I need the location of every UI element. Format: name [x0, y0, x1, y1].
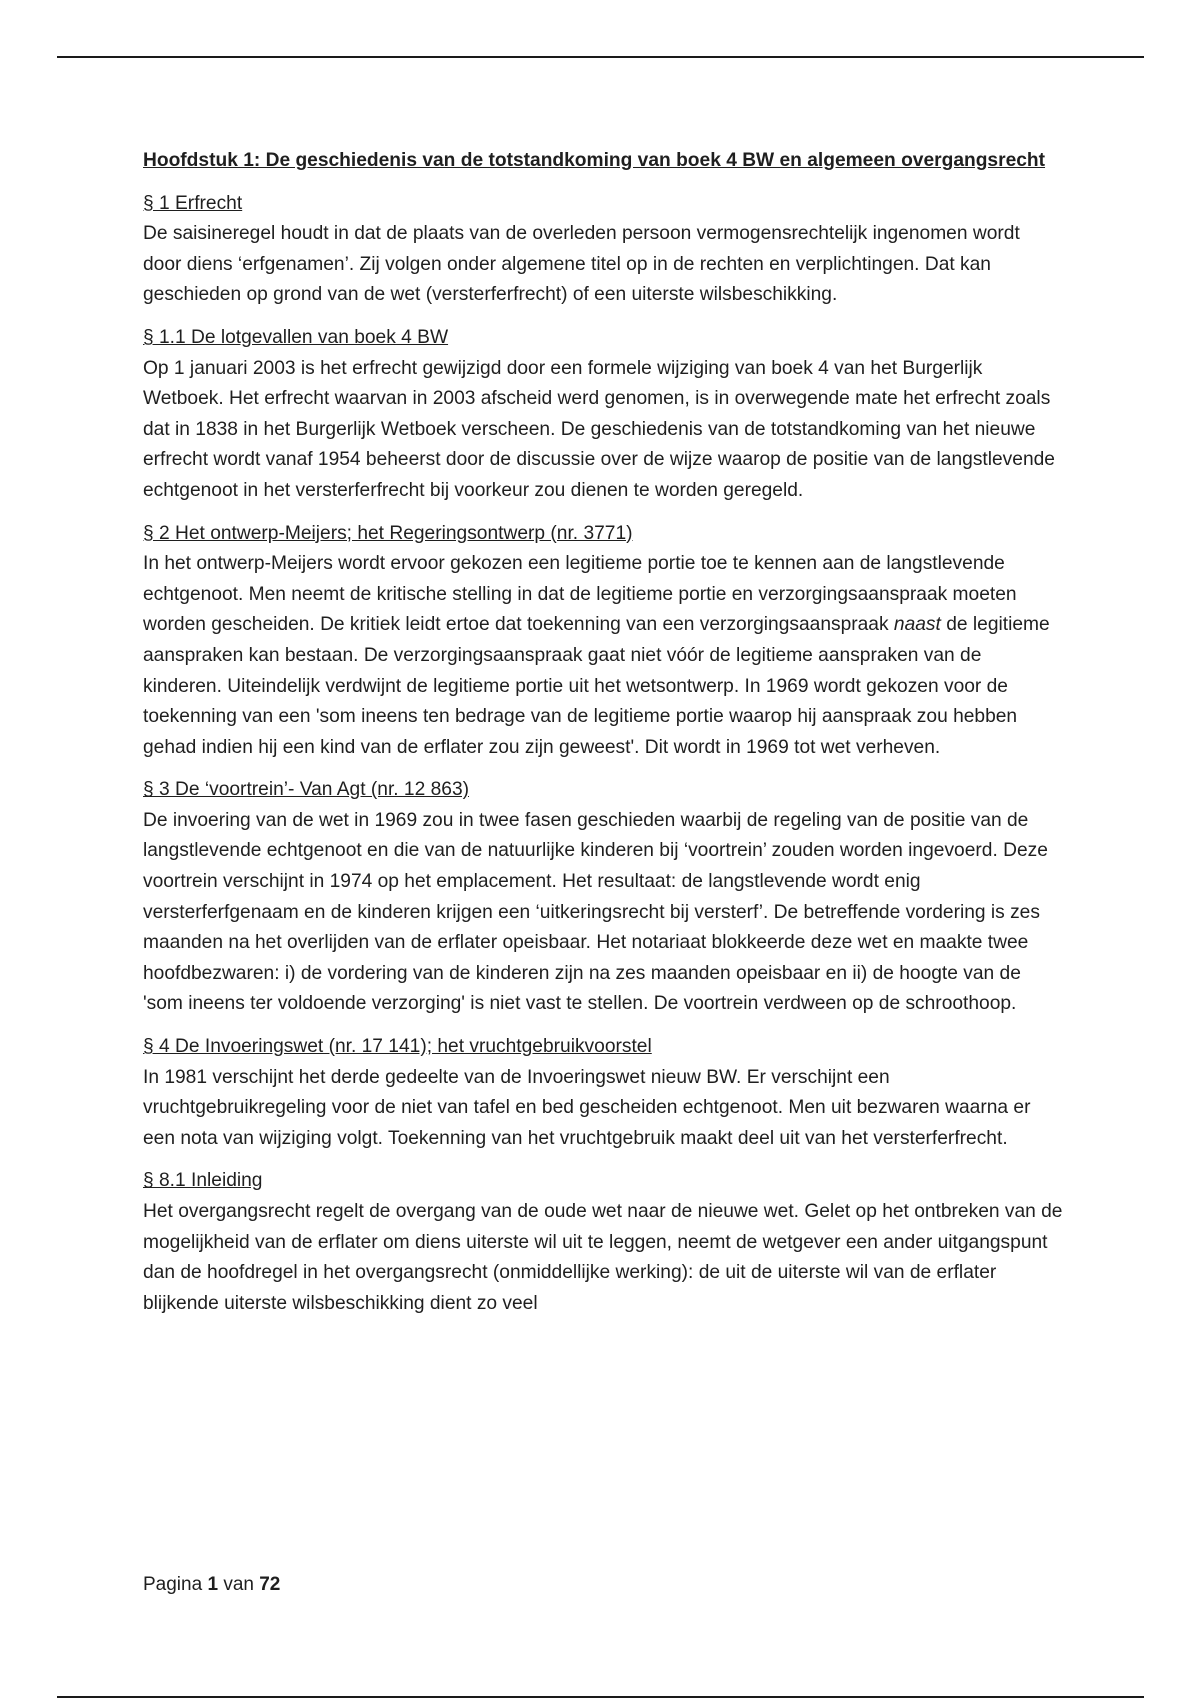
- section-heading: § 8.1 Inleiding: [143, 1170, 263, 1192]
- page-content: [143, 146, 1063, 1331]
- section-body: De saisineregel houdt in dat de plaats van de overleden persoon vermogensrechtelijk ingenomen wordt door diens ‘erfgenamen’. Zij volgen onder algemene titel op in de rechten en verplichtingen. Dat kan geschieden op grond van de wet (versterferfrecht) of een uiterste wilsbeschikking.: [143, 223, 1020, 306]
- section-heading: § 3 De ‘voortrein’- Van Agt (nr. 12 863): [143, 779, 470, 801]
- total-pages-number: 72: [259, 1574, 281, 1595]
- page-footer: [143, 1574, 280, 1596]
- emphasis-text: naast: [893, 614, 941, 636]
- section-voortrein: [143, 775, 1063, 1020]
- page-label: Pagina: [143, 1574, 203, 1595]
- section-body: Het overgangsrecht regelt de overgang van de oude wet naar de nieuwe wet. Gelet op het ontbreken van de mogelijkheid van de erflater om diens uiterste wil uit te leggen, neemt de wetgever een ander uitgangspunt dan de hoofdregel in het overgangsrecht (onmiddellijke werking): de uit de uiterste wil van de erflater blijkende uiterste wilsbeschikking dient zo veel: [143, 1201, 1063, 1314]
- section-body: [143, 549, 1063, 763]
- section-body: De invoering van de wet in 1969 zou in twee fasen geschieden waarbij de regeling van de positie van de langstlevende echtgenoot en die van de natuurlijke kinderen bij ‘voortrein’ zouden worden ingevoerd. Deze voortrein verschijnt in 1974 op het emplacement. Het resultaat: de langstlevende wordt enig versterferfgenaam en de kinderen krijgen een ‘uitkeringsrecht bij versterf’. De betreffende vordering is zes maanden na het overlijden van de erflater opeisbaar. Het notariaat blokkeerde deze wet en maakte twee hoofdbezwaren: i) de vordering van de kinderen zijn na zes maanden opeisbaar en ii) de hoogte van de 'som ineens ter voldoende verzorging' is niet vast te stellen. De voortrein verdween op de schroothoop.: [143, 809, 1048, 1015]
- section-ontwerp-meijers: [143, 519, 1063, 764]
- footer-rule: [57, 1696, 1144, 1698]
- chapter-title: Hoofdstuk 1: De geschiedenis van de totstandkoming van boek 4 BW en algemeen overgangsrecht: [143, 150, 1046, 171]
- body-text-after: de legitieme aanspraken kan bestaan. De verzorgingsaanspraak gaat niet vóór de legitieme aanspraken van de kinderen. Uiteindelijk verdwijnt de legitieme portie uit het wetsontwerp. In 1969 wordt gekozen voor de toekenning van een 'som ineens ten bedrage van de legitieme portie waarop hij aanspraak zou hebben gehad indien hij een kind van de erflater zou zijn geweest'. Dit wordt in 1969 tot wet verheven.: [143, 614, 1050, 758]
- header-rule: [57, 56, 1144, 58]
- section-invoeringswet: [143, 1032, 1063, 1154]
- section-body: In 1981 verschijnt het derde gedeelte van de Invoeringswet nieuw BW. Er verschijnt een vruchtgebruikregeling voor de niet van tafel en bed gescheiden echtgenoot. Men uit bezwaren waarna er een nota van wijziging volgt. Toekenning van het vruchtgebruik maakt deel uit van het versterferfrecht.: [143, 1066, 1031, 1149]
- of-label: van: [223, 1574, 254, 1595]
- section-body: Op 1 januari 2003 is het erfrecht gewijzigd door een formele wijziging van boek 4 van het Burgerlijk Wetboek. Het erfrecht waarvan in 2003 afscheid werd genomen, is in overwegende mate het erfrecht zoals dat in 1838 in het Burgerlijk Wetboek verscheen. De geschiedenis van de totstandkoming van het nieuwe erfrecht wordt vanaf 1954 beheerst door de discussie over de wijze waarop de positie van de langstlevende echtgenoot in het versterferfrecht bij voorkeur zou dienen te worden geregeld.: [143, 357, 1055, 501]
- section-inleiding: [143, 1166, 1063, 1319]
- section-lotgevallen: [143, 323, 1063, 507]
- section-heading: § 2 Het ontwerp-Meijers; het Regeringsontwerp (nr. 3771): [143, 522, 633, 544]
- section-heading: § 1.1 De lotgevallen van boek 4 BW: [143, 326, 449, 348]
- section-heading: § 4 De Invoeringswet (nr. 17 141); het vruchtgebruikvoorstel: [143, 1036, 652, 1058]
- section-erfrecht: [143, 189, 1063, 311]
- body-text-before: In het ontwerp-Meijers wordt ervoor gekozen een legitieme portie toe te kennen aan de langstlevende echtgenoot. Men neemt de kritische stelling in dat de legitieme portie en verzorgingsaanspraak moeten worden gescheiden. De kritiek leidt ertoe dat toekenning van een verzorgingsaanspraak: [143, 553, 1017, 636]
- current-page-number: 1: [207, 1574, 219, 1595]
- section-heading: § 1 Erfrecht: [143, 192, 243, 214]
